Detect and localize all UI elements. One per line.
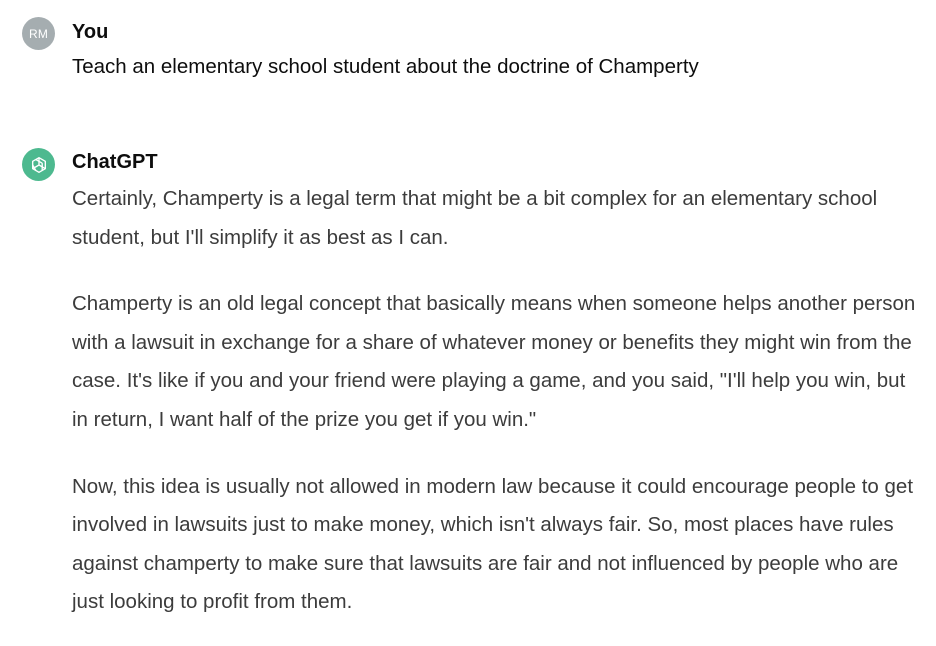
assistant-paragraph: Champerty is an old legal concept that basically means when someone helps another person with a lawsuit in exchange for a share of whatever money or benefits they might win from the case. It's like if you and your friend were playing a game, and you said, "I'll help you win, but in return, I want half of the prize you get if you win." bbox=[72, 292, 916, 431]
assistant-paragraph: Now, this idea is usually not allowed in modern law because it could encourage people to get involved in lawsuits just to make money, which isn't always fair. So, most places have rules against champerty to make sure that lawsuits are fair and not influenced by people who are just looking to profit from them. bbox=[72, 474, 914, 614]
assistant-message-body bbox=[72, 180, 924, 622]
user-author-name: You bbox=[72, 21, 109, 43]
assistant-author-name: ChatGPT bbox=[72, 151, 158, 173]
assistant-paragraph: Certainly, Champerty is a legal term that might be a bit complex for an elementary school student, but I'll simplify it as best as I can. bbox=[72, 187, 878, 249]
user-avatar bbox=[22, 17, 55, 50]
user-avatar-initials: RM bbox=[28, 26, 49, 41]
openai-logo-icon bbox=[28, 154, 50, 176]
user-message-text: Teach an elementary school student about the doctrine of Champerty bbox=[72, 55, 699, 78]
assistant-avatar bbox=[22, 148, 55, 181]
